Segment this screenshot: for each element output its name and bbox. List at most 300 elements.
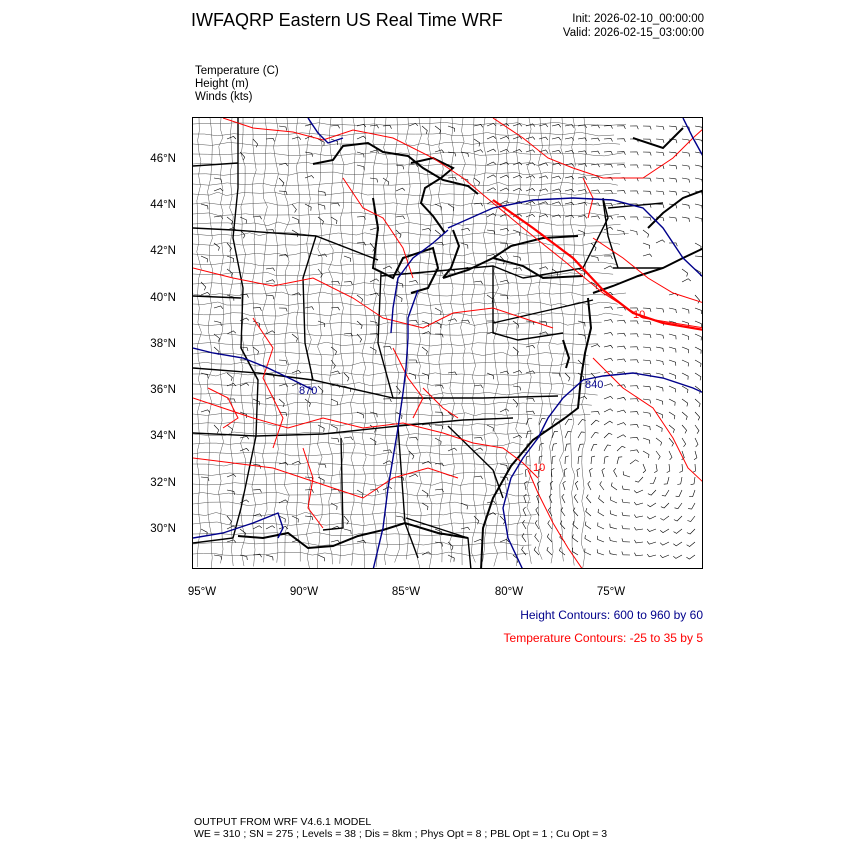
- wind-barb: [578, 164, 587, 167]
- weather-map: [192, 117, 703, 569]
- wind-barb: [669, 360, 676, 366]
- wind-barb: [383, 399, 391, 402]
- wind-barb: [598, 509, 604, 516]
- wind-barb: [214, 216, 223, 219]
- wind-barb: [578, 432, 585, 438]
- wind-barb: [673, 542, 682, 546]
- wind-barb: [279, 254, 288, 257]
- wind-barb: [604, 256, 612, 259]
- wind-barb: [513, 150, 522, 153]
- wind-barb: [604, 345, 613, 348]
- wind-barb: [357, 165, 364, 170]
- wind-barb: [227, 490, 235, 495]
- wind-barb: [688, 503, 695, 509]
- wind-barb: [687, 516, 695, 522]
- lat-label-44: 44°N: [150, 199, 176, 211]
- wind-barb: [673, 555, 682, 558]
- wind-barb: [214, 555, 222, 560]
- wind-barb: [617, 457, 622, 464]
- wind-barb: [370, 243, 375, 252]
- wind-barb: [565, 138, 574, 141]
- wind-barb: [253, 308, 262, 311]
- wind-barb: [552, 124, 561, 127]
- wind-barb: [630, 321, 638, 324]
- wind-barb: [669, 347, 676, 353]
- wind-barb: [552, 202, 561, 205]
- wind-barb: [474, 281, 483, 284]
- wind-barb: [435, 385, 444, 388]
- wind-barb: [647, 503, 656, 507]
- wind-barb: [422, 490, 428, 497]
- wind-barb: [662, 490, 669, 496]
- wind-barb: [669, 126, 677, 130]
- wind-barb: [526, 456, 530, 464]
- wind-barb: [564, 468, 567, 477]
- wind-barb: [611, 497, 617, 503]
- county-line: [193, 312, 623, 316]
- county-line: [252, 118, 256, 566]
- wind-barb: [552, 189, 561, 192]
- wind-barb: [669, 178, 677, 182]
- wind-barb: [617, 423, 626, 426]
- wind-barb: [695, 347, 701, 354]
- wind-barb: [695, 425, 699, 434]
- wind-barb: [227, 474, 236, 477]
- wind-barb: [676, 490, 682, 496]
- wind-barb: [370, 412, 377, 417]
- wind-barb: [630, 165, 638, 168]
- wind-barb: [598, 536, 605, 542]
- wind-barb: [435, 150, 444, 153]
- wind-barb: [448, 319, 457, 322]
- county-line: [193, 472, 523, 476]
- wind-barb: [604, 151, 613, 154]
- wind-barb: [643, 126, 651, 130]
- lat-label-38: 38°N: [150, 338, 176, 350]
- field-label-height: Height (m): [195, 78, 249, 90]
- wind-barb: [474, 516, 479, 524]
- wind-barb: [634, 515, 643, 518]
- wind-barb: [643, 451, 649, 458]
- county-line: [193, 132, 614, 136]
- county-line: [373, 118, 378, 567]
- wind-barb: [292, 516, 298, 523]
- wind-barb: [643, 464, 646, 473]
- wind-barb: [575, 481, 578, 490]
- wind-barb: [647, 516, 656, 519]
- wind-barb: [604, 409, 613, 412]
- wind-barb: [604, 138, 613, 141]
- wind-barb: [604, 164, 613, 167]
- wind-barb: [604, 456, 608, 464]
- wind-barb: [292, 334, 298, 342]
- wind-barb: [539, 176, 548, 179]
- valid-time: Valid: 2026-02-15_03:00:00: [562, 27, 704, 39]
- wind-barb: [513, 386, 521, 390]
- wind-barb: [525, 469, 528, 478]
- wind-barb: [240, 217, 246, 223]
- wind-barb: [253, 139, 258, 147]
- wind-barb: [591, 256, 598, 261]
- wind-barb: [656, 191, 664, 195]
- wind-barb: [686, 555, 695, 559]
- wind-barb: [565, 444, 570, 451]
- wind-barb: [487, 188, 496, 191]
- county-line: [219, 118, 224, 563]
- wind-barb: [630, 360, 638, 363]
- wind-barb: [591, 420, 599, 425]
- county-line: [193, 302, 618, 306]
- wind-barb: [435, 463, 444, 466]
- wind-barb: [604, 190, 613, 193]
- wind-barb: [669, 373, 676, 379]
- wind-barb: [487, 162, 496, 165]
- wind-barb: [600, 481, 604, 490]
- county-line: [193, 362, 589, 366]
- wind-barb: [331, 438, 339, 442]
- wind-barb: [474, 139, 480, 146]
- wind-barb: [669, 399, 675, 406]
- wind-barb: [448, 177, 457, 180]
- wind-barb: [656, 386, 663, 391]
- wind-barb: [630, 191, 638, 194]
- wind-barb: [474, 150, 483, 153]
- wind-barb: [448, 204, 454, 211]
- model-info-line-2: WE = 310 ; SN = 275 ; Levels = 38 ; Dis = 8km ; Phys Opt = 8 ; PBL Opt = 1 ; Cu Opt = 3: [194, 828, 608, 840]
- wind-barb: [573, 521, 578, 529]
- wind-barb: [526, 214, 535, 217]
- wind-barb: [604, 421, 613, 425]
- wind-barb: [578, 203, 587, 206]
- wind-barb: [682, 347, 689, 353]
- wind-barb: [370, 178, 378, 182]
- wind-barb: [643, 321, 651, 325]
- wind-barb: [695, 412, 700, 420]
- wind-barb: [597, 549, 604, 555]
- county-line: [516, 118, 521, 566]
- wind-barb: [630, 126, 638, 129]
- wind-barb: [682, 178, 690, 183]
- wind-barb: [577, 468, 580, 477]
- wind-barb: [643, 386, 651, 390]
- temperature-contours: [193, 118, 703, 569]
- wind-barb: [585, 549, 591, 556]
- wind-barb: [669, 191, 677, 195]
- wind-barb: [682, 308, 689, 314]
- lat-label-40: 40°N: [150, 292, 176, 304]
- wind-barb: [622, 486, 630, 490]
- chart-title: IWFAQRP Eastern US Real Time WRF: [191, 10, 503, 30]
- wind-barb: [578, 177, 587, 180]
- wind-barb: [461, 527, 470, 530]
- wind-barb: [630, 152, 638, 155]
- wind-barb: [643, 412, 651, 417]
- wind-barb: [357, 216, 366, 219]
- wind-barb: [240, 448, 249, 451]
- wind-barb: [591, 203, 600, 206]
- wind-barb: [552, 444, 557, 451]
- wind-barb: [614, 468, 617, 477]
- lon-label-75: 75°W: [596, 586, 626, 598]
- county-line: [494, 118, 499, 566]
- wind-barb: [487, 149, 496, 152]
- wind-barb: [643, 425, 650, 430]
- wind-barb: [587, 495, 592, 503]
- wind-barb: [513, 256, 521, 261]
- county-line: [208, 118, 213, 569]
- wind-barb: [500, 188, 509, 191]
- wind-barb: [585, 522, 591, 529]
- wind-barb: [630, 399, 638, 402]
- wind-barb: [383, 450, 392, 453]
- temperature-contour-label-b: 10: [533, 462, 546, 474]
- county-line: [193, 422, 526, 426]
- wind-barb: [643, 399, 651, 403]
- wind-barb: [201, 410, 210, 413]
- county-line: [193, 392, 598, 396]
- wind-barb: [617, 320, 626, 323]
- wind-barb: [409, 164, 418, 167]
- height-contour-legend: Height Contours: 600 to 960 by 60: [520, 608, 703, 622]
- wind-barb: [279, 360, 287, 364]
- wind-barb: [500, 243, 508, 247]
- wind-barb: [565, 432, 571, 438]
- wind-barb: [279, 462, 288, 465]
- wind-barb: [630, 217, 638, 220]
- wind-barb: [552, 373, 560, 377]
- wind-barb: [591, 125, 600, 128]
- wind-barb: [617, 165, 625, 168]
- wind-barb: [643, 165, 651, 169]
- init-time: Init: 2026-02-10_00:00:00: [572, 13, 704, 25]
- wind-barb: [630, 230, 637, 235]
- wind-barb: [617, 191, 625, 194]
- wind-barb: [513, 124, 522, 127]
- wind-barb: [617, 346, 626, 349]
- wind-barb: [279, 384, 288, 387]
- wind-barb: [695, 334, 701, 340]
- wind-barb: [656, 438, 662, 446]
- wind-barb: [487, 136, 496, 139]
- wind-barb: [656, 126, 664, 130]
- wind-barb: [279, 308, 287, 312]
- wind-barb: [669, 425, 674, 433]
- wind-barb: [474, 203, 483, 206]
- wind-barb: [648, 490, 656, 495]
- wind-barb: [500, 149, 509, 152]
- wind-barb: [435, 126, 441, 134]
- county-line: [193, 342, 598, 346]
- lon-label-80: 80°W: [494, 586, 524, 598]
- wind-barb: [344, 256, 351, 262]
- county-line: [193, 222, 621, 226]
- wind-barb: [513, 399, 518, 407]
- wind-barb: [591, 456, 595, 464]
- wind-barb: [572, 548, 578, 555]
- wind-barb: [539, 267, 548, 270]
- wind-barb: [227, 217, 233, 225]
- wind-barb: [292, 137, 301, 140]
- wind-barb: [669, 412, 675, 419]
- wind-barb: [682, 386, 688, 393]
- wind-barb: [240, 436, 249, 439]
- wind-barb: [669, 334, 676, 339]
- wind-barb: [591, 216, 600, 219]
- wind-barb: [682, 269, 688, 277]
- wind-barb: [682, 412, 687, 420]
- wind-barb: [552, 137, 561, 140]
- wind-barb: [682, 204, 690, 209]
- wind-barb: [682, 399, 688, 406]
- wind-barb: [590, 468, 593, 477]
- wind-barb: [634, 540, 643, 543]
- wind-barb: [201, 529, 207, 536]
- wind-barb: [664, 477, 669, 484]
- wind-barb: [500, 464, 507, 469]
- wind-barb: [578, 216, 587, 219]
- county-line: [351, 118, 356, 566]
- wind-barb: [396, 295, 402, 302]
- wind-barb: [674, 516, 682, 521]
- wind-barb: [292, 204, 296, 213]
- wind-barb: [331, 203, 340, 206]
- wind-barb: [279, 500, 288, 503]
- wind-barb: [610, 537, 617, 542]
- wind-barb: [689, 490, 695, 497]
- wind-barb: [344, 529, 351, 534]
- wind-barb: [691, 477, 695, 485]
- wind-barb: [357, 152, 364, 157]
- wind-barb: [656, 240, 665, 243]
- wind-barb: [677, 477, 682, 485]
- wind-barb: [524, 494, 527, 503]
- wind-barb: [539, 137, 548, 140]
- wind-barb: [643, 243, 650, 249]
- county-line: [193, 292, 626, 296]
- wind-barb: [617, 139, 625, 142]
- wind-barb: [578, 456, 582, 464]
- wind-barb: [560, 521, 565, 529]
- wind-barb: [474, 437, 483, 440]
- wind-barb: [578, 420, 586, 426]
- wind-barb: [610, 550, 618, 555]
- wind-barb: [513, 175, 522, 178]
- height-contour-label-840: 840: [585, 379, 604, 391]
- wind-barb: [617, 307, 626, 310]
- wind-barb: [537, 481, 540, 490]
- wind-barb: [669, 451, 672, 460]
- lon-label-90: 90°W: [289, 586, 319, 598]
- wind-barb: [591, 138, 600, 141]
- wind-barb: [669, 308, 676, 313]
- wind-barb: [526, 345, 535, 348]
- wind-barb: [643, 360, 651, 364]
- wind-barb: [435, 489, 444, 492]
- wind-barb: [227, 425, 233, 433]
- wind-barb: [654, 464, 657, 473]
- wind-barb: [513, 188, 522, 191]
- wind-barb: [643, 178, 651, 182]
- wind-barb: [214, 425, 219, 433]
- wind-barb: [617, 435, 626, 438]
- county-line: [439, 118, 444, 562]
- county-line: [193, 552, 528, 556]
- wind-barb: [630, 437, 639, 440]
- model-info-line-1: OUTPUT FROM WRF V4.6.1 MODEL: [194, 816, 372, 828]
- wind-barb: [602, 468, 605, 477]
- wind-barb: [599, 495, 604, 503]
- wind-barb: [674, 529, 683, 533]
- wind-barb: [565, 176, 574, 179]
- wind-barb: [500, 162, 509, 165]
- wind-barb: [461, 228, 470, 231]
- wind-barb: [622, 538, 630, 542]
- wind-barb: [630, 450, 639, 453]
- wind-barb: [578, 321, 585, 326]
- wind-barb: [474, 448, 483, 451]
- wind-barb: [214, 306, 223, 309]
- wind-barb: [695, 178, 702, 183]
- wind-barb: [547, 534, 552, 542]
- wind-barb: [679, 464, 682, 473]
- wind-barb: [591, 345, 600, 348]
- wind-barb: [396, 188, 405, 191]
- wind-barb: [682, 279, 691, 282]
- wind-barb: [656, 308, 664, 312]
- wind-barb: [526, 150, 535, 153]
- wind-barb: [604, 358, 613, 361]
- wind-barb: [266, 295, 274, 299]
- wind-barb: [635, 477, 643, 482]
- wind-barb: [656, 139, 664, 143]
- wind-barb: [227, 373, 232, 381]
- wind-barb: [578, 444, 584, 451]
- wind-barb: [604, 396, 613, 399]
- wind-barb: [695, 204, 702, 209]
- wind-barb: [643, 217, 651, 221]
- wind-barb: [604, 445, 611, 451]
- wind-barb: [383, 346, 392, 349]
- wind-barb: [695, 295, 700, 303]
- wind-barb: [591, 164, 600, 167]
- wind-barb: [591, 177, 600, 180]
- lat-label-30: 30°N: [150, 523, 176, 535]
- wind-barb: [344, 282, 352, 285]
- wind-barb: [331, 347, 337, 355]
- county-line: [193, 172, 621, 175]
- wind-barb: [500, 409, 509, 412]
- wind-barb: [610, 524, 617, 529]
- wind-barb: [687, 529, 695, 534]
- wind-barb: [253, 526, 262, 529]
- field-label-temperature: Temperature (C): [195, 65, 279, 77]
- wind-barb: [552, 176, 561, 179]
- wind-barb: [370, 279, 379, 282]
- wind-barb: [409, 437, 418, 440]
- lat-label-32: 32°N: [150, 477, 176, 489]
- wind-barb: [695, 308, 702, 314]
- county-line: [193, 332, 597, 336]
- wind-barb: [513, 321, 519, 329]
- wind-barb: [500, 539, 509, 542]
- wind-barb: [435, 308, 441, 315]
- wind-barb: [383, 266, 392, 269]
- wind-barb: [305, 307, 314, 310]
- county-line: [472, 118, 477, 562]
- wind-barb: [487, 175, 496, 178]
- wind-barb: [617, 410, 626, 413]
- wind-barb: [422, 373, 429, 379]
